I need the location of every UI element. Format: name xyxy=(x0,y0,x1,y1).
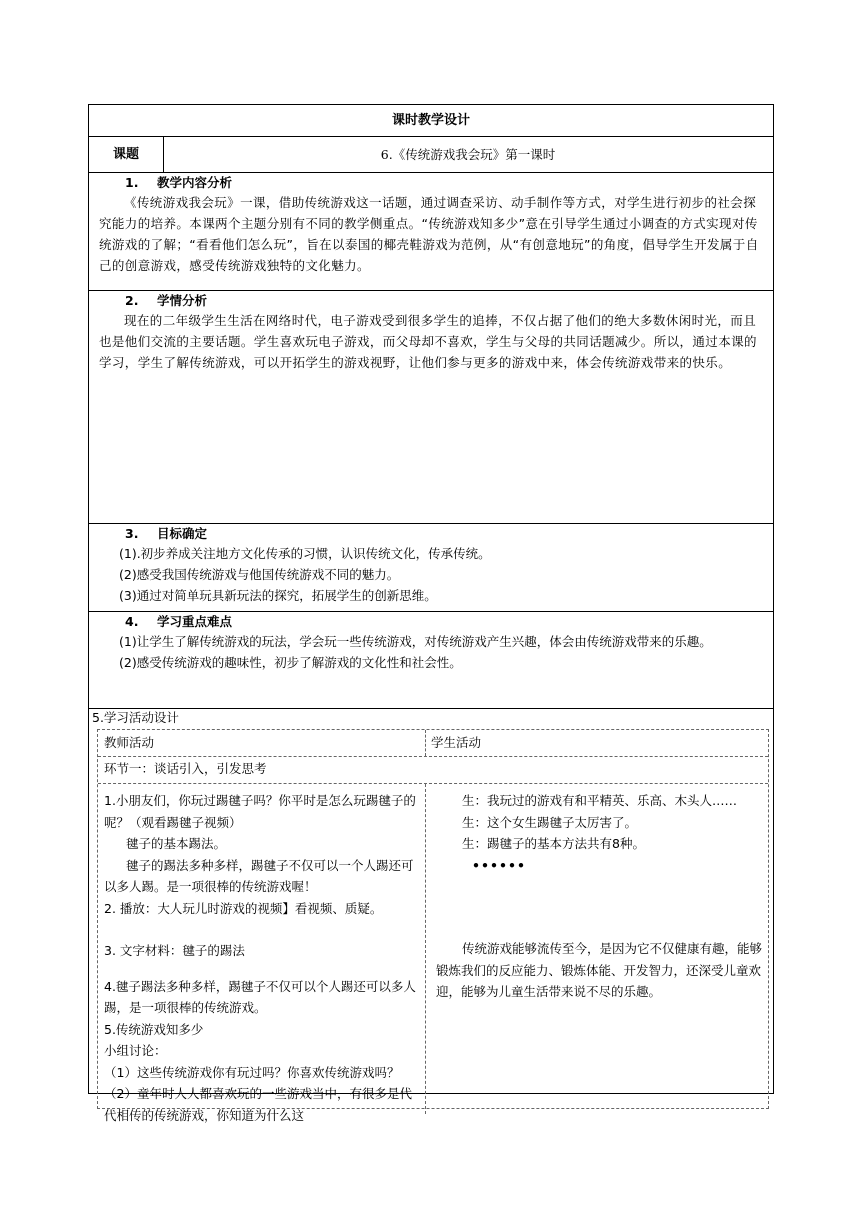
objective-item: (1).初步养成关注地方文化传承的习惯，认识传统文化，传承传统。 xyxy=(119,546,491,561)
table-title: 课时教学设计 xyxy=(391,113,470,128)
section-key-points xyxy=(89,612,773,709)
teacher-step: 5.传统游戏知多少 xyxy=(104,1021,204,1037)
section-learner-analysis xyxy=(89,291,773,524)
section-number: 4. xyxy=(125,614,139,629)
column-divider xyxy=(425,784,426,1114)
section-number: 1. xyxy=(125,175,139,190)
teacher-activity-header: 教师活动 xyxy=(104,735,155,750)
teacher-step: 4.毽子踢法多种多样，踢毽子不仅可以个人踢还可以多人踢，是一项很棒的传统游戏。 xyxy=(104,978,416,1015)
section-number: 2. xyxy=(125,293,139,308)
lesson-plan-table xyxy=(88,104,774,1123)
section-body: 《传统游戏我会玩》一课，借助传统游戏这一话题，通过调查采访、动手制作等方式，对学生进行初步的社会探究能力的培养。本课两个主题分别有不同的教学侧重点。“传统游戏知多少”意在引导学生通过小调查的方式实现对传统游戏的了解；“看看他们怎么玩”，旨在以泰国的椰壳鞋游戏为范例，从“有创意地玩”的角度，倡导学生开发属于自己的创意游戏，感受传统游戏独特的文化魅力。 xyxy=(99,195,759,273)
section-title: 学情分析 xyxy=(157,293,208,308)
key-point-item: (2)感受传统游戏的趣味性，初步了解游戏的文化性和社会性。 xyxy=(119,655,462,670)
section-title: 教学内容分析 xyxy=(157,175,233,190)
teacher-step: 毽子的基本踢法。 xyxy=(126,836,227,851)
section-number: 3. xyxy=(125,526,139,541)
objective-item: (2)感受我国传统游戏与他国传统游戏不同的魅力。 xyxy=(119,567,400,582)
student-response: 生：踢毽子的基本方法共有8种。 xyxy=(462,836,645,851)
teacher-step: （2）童年时人人都喜欢玩的一些游戏当中，有很多是代代相传的传统游戏，你知道为什么这 xyxy=(104,1086,412,1123)
teacher-step: 毽子的踢法多种多样，踢毽子不仅可以一个人踢还可以多人踢。是一项很棒的传统游戏喔！ xyxy=(104,857,414,894)
student-response: 生：这个女生踢毽子太厉害了。 xyxy=(462,814,638,830)
teacher-step: 1.小朋友们，你玩过踢毽子吗？你平时是怎么玩踢毽子的呢？（观看踢毽子视频） xyxy=(104,793,416,830)
student-response: 传统游戏能够流传至今，是因为它不仅健康有趣，能够锻炼我们的反应能力、锻炼体能、开发智力，还深受儿童欢迎，能够为儿童生活带来说不尽的乐趣。 xyxy=(436,941,763,999)
teacher-step: 2. 播放：大人玩儿时游戏的视频】看视频、质疑。 xyxy=(104,900,383,916)
student-activity-header: 学生活动 xyxy=(431,735,482,750)
teacher-step: 小组讨论： xyxy=(104,1043,167,1058)
teacher-step: 3. 文字材料：毽子的踢法 xyxy=(104,943,245,958)
section-activity-design xyxy=(89,709,773,1123)
section-heading xyxy=(99,291,763,310)
teacher-step: （1）这些传统游戏你有玩过吗？你喜欢传统游戏吗？ xyxy=(104,1064,400,1080)
section-content-analysis xyxy=(89,173,773,291)
objective-item: (3)通过对简单玩具新玩法的探究，拓展学生的创新思维。 xyxy=(119,588,437,603)
key-point-item: (1)让学生了解传统游戏的玩法，学会玩一些传统游戏，对传统游戏产生兴趣，体会由传统游戏带来的乐趣。 xyxy=(119,634,712,649)
activity-header-row xyxy=(98,730,768,757)
student-response: 生：我玩过的游戏有和平精英、乐高、木头人…… xyxy=(462,793,738,808)
activity-section-title: 5.学习活动设计 xyxy=(92,710,179,725)
section-heading xyxy=(99,612,763,631)
stage-row: 环节一：谈话引入，引发思考 xyxy=(98,756,768,784)
section-title: 学习重点难点 xyxy=(157,614,233,629)
teacher-activity-column xyxy=(104,790,420,1126)
activity-table xyxy=(97,729,769,1123)
ellipsis-dots: •••••• xyxy=(472,857,526,873)
section-heading xyxy=(99,524,763,543)
topic-row xyxy=(89,137,773,173)
topic-value: 6.《传统游戏我会玩》第一课时 xyxy=(380,147,556,162)
section-body: 现在的二年级学生生活在网络时代，电子游戏受到很多学生的追捧，不仅占据了他们的绝大多数休闲时光，而且也是他们交流的主要话题。学生喜欢玩电子游戏，而父母却不喜欢，学生与父母的共同话题减少。所以，通过本课的学习，学生了解传统游戏，可以开拓学生的游戏视野，让他们参与更多的游戏中来，体会传统游戏带来的快乐。 xyxy=(99,313,757,370)
section-objectives xyxy=(89,524,773,612)
table-title-row xyxy=(89,105,773,137)
section-title: 目标确定 xyxy=(157,526,208,541)
student-activity-column xyxy=(436,790,762,1003)
section-heading xyxy=(99,173,763,192)
topic-label: 课题 xyxy=(89,137,164,172)
